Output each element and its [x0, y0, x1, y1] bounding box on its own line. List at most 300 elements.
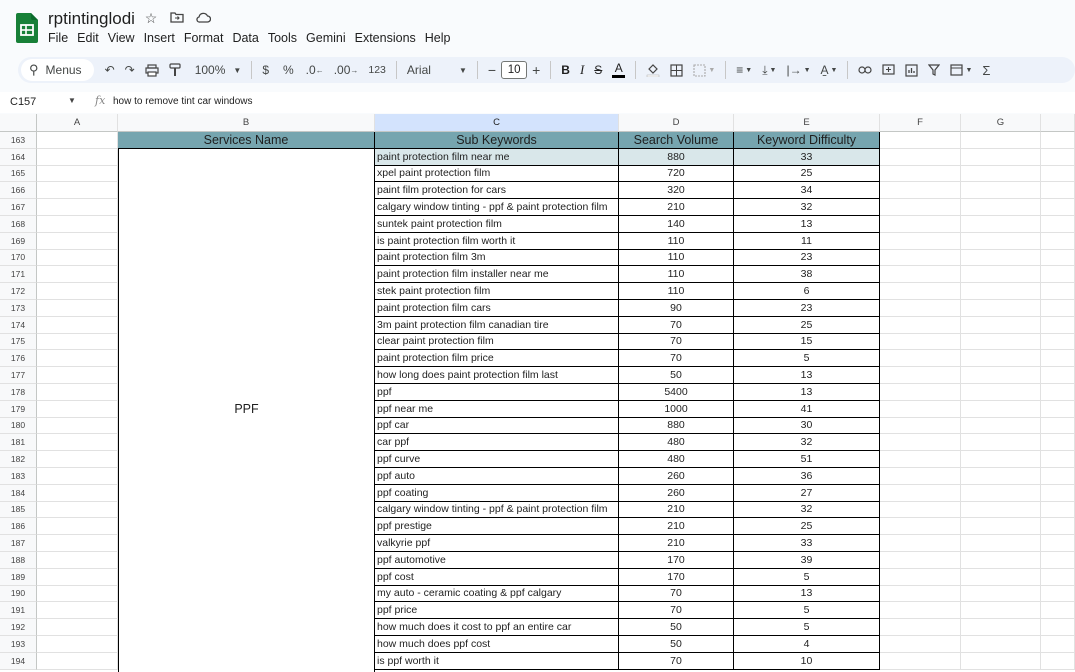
- cell[interactable]: [880, 502, 961, 519]
- cell[interactable]: [880, 283, 961, 300]
- sub-keyword-cell[interactable]: valkyrie ppf: [375, 535, 619, 552]
- cell[interactable]: [37, 602, 118, 619]
- keyword-difficulty-cell[interactable]: 13: [734, 367, 880, 384]
- cell[interactable]: [1041, 434, 1075, 451]
- cell[interactable]: [37, 619, 118, 636]
- cell[interactable]: [961, 502, 1041, 519]
- keyword-difficulty-cell[interactable]: 5: [734, 350, 880, 367]
- cell[interactable]: [1041, 636, 1075, 653]
- cell[interactable]: [961, 132, 1041, 149]
- search-volume-cell[interactable]: 90: [619, 300, 734, 317]
- cell[interactable]: [1041, 468, 1075, 485]
- cell[interactable]: [880, 418, 961, 435]
- search-volume-cell[interactable]: 480: [619, 451, 734, 468]
- cell[interactable]: [1041, 518, 1075, 535]
- cell[interactable]: [1041, 266, 1075, 283]
- percent-format-button[interactable]: %: [283, 63, 294, 77]
- keyword-difficulty-cell[interactable]: 23: [734, 250, 880, 267]
- cell[interactable]: [37, 468, 118, 485]
- cell[interactable]: [961, 317, 1041, 334]
- row-number[interactable]: 182: [0, 451, 37, 468]
- row-number[interactable]: 166: [0, 182, 37, 199]
- cell[interactable]: [37, 367, 118, 384]
- keyword-difficulty-cell[interactable]: 25: [734, 166, 880, 183]
- column-header-c[interactable]: C: [375, 114, 619, 132]
- cell[interactable]: [961, 485, 1041, 502]
- column-header-b[interactable]: B: [118, 114, 375, 132]
- keyword-difficulty-cell[interactable]: 10: [734, 653, 880, 670]
- decrease-font-size-icon[interactable]: −: [487, 62, 497, 78]
- cell[interactable]: [1041, 233, 1075, 250]
- row-number[interactable]: 178: [0, 384, 37, 401]
- search-volume-cell[interactable]: 110: [619, 233, 734, 250]
- cell[interactable]: [880, 266, 961, 283]
- search-volume-cell[interactable]: 210: [619, 518, 734, 535]
- sub-keyword-cell[interactable]: car ppf: [375, 434, 619, 451]
- search-volume-cell[interactable]: 210: [619, 199, 734, 216]
- horizontal-align-icon[interactable]: ≡ ▼: [736, 63, 753, 77]
- cell[interactable]: [1041, 300, 1075, 317]
- search-volume-cell[interactable]: 110: [619, 250, 734, 267]
- merge-cells-icon[interactable]: [688, 59, 720, 81]
- cell[interactable]: [961, 586, 1041, 603]
- search-volume-cell[interactable]: 70: [619, 586, 734, 603]
- search-volume-cell[interactable]: 50: [619, 619, 734, 636]
- cell[interactable]: [961, 283, 1041, 300]
- increase-decimal-button[interactable]: [329, 59, 364, 81]
- row-number[interactable]: 171: [0, 266, 37, 283]
- cell[interactable]: [961, 451, 1041, 468]
- print-icon[interactable]: [140, 59, 164, 81]
- search-volume-cell[interactable]: 170: [619, 569, 734, 586]
- sub-keyword-cell[interactable]: paint film protection for cars: [375, 182, 619, 199]
- keyword-difficulty-cell[interactable]: 41: [734, 401, 880, 418]
- cell[interactable]: [1041, 502, 1075, 519]
- row-number[interactable]: 170: [0, 250, 37, 267]
- cell[interactable]: [880, 518, 961, 535]
- cell[interactable]: [880, 586, 961, 603]
- cell[interactable]: [1041, 216, 1075, 233]
- cell[interactable]: [37, 502, 118, 519]
- cell[interactable]: [961, 300, 1041, 317]
- keyword-difficulty-cell[interactable]: 33: [734, 149, 880, 166]
- cell[interactable]: [1041, 552, 1075, 569]
- cell[interactable]: [880, 317, 961, 334]
- row-number[interactable]: 180: [0, 418, 37, 435]
- sub-keyword-cell[interactable]: paint protection film price: [375, 350, 619, 367]
- cell[interactable]: [1041, 334, 1075, 351]
- sub-keyword-cell[interactable]: how much does it cost to ppf an entire car: [375, 619, 619, 636]
- menu-help[interactable]: Help: [424, 31, 451, 45]
- cell[interactable]: [961, 401, 1041, 418]
- cell[interactable]: [880, 653, 961, 670]
- sub-keyword-cell[interactable]: ppf prestige: [375, 518, 619, 535]
- search-volume-cell[interactable]: 210: [619, 535, 734, 552]
- search-volume-cell[interactable]: 880: [619, 418, 734, 435]
- cell[interactable]: [961, 367, 1041, 384]
- keyword-difficulty-cell[interactable]: 25: [734, 518, 880, 535]
- keyword-difficulty-cell[interactable]: 4: [734, 636, 880, 653]
- search-volume-cell[interactable]: 70: [619, 350, 734, 367]
- cell[interactable]: [961, 182, 1041, 199]
- row-number[interactable]: 176: [0, 350, 37, 367]
- menu-view[interactable]: View: [107, 31, 135, 45]
- paint-format-icon[interactable]: [164, 59, 186, 81]
- cell[interactable]: [961, 384, 1041, 401]
- sub-keyword-cell[interactable]: ppf price: [375, 602, 619, 619]
- keyword-difficulty-cell[interactable]: 5: [734, 602, 880, 619]
- keyword-difficulty-cell[interactable]: 6: [734, 283, 880, 300]
- column-header-e[interactable]: E: [734, 114, 880, 132]
- filter-views-icon[interactable]: [945, 59, 977, 81]
- cell[interactable]: [1041, 384, 1075, 401]
- cell[interactable]: [880, 216, 961, 233]
- row-number[interactable]: 181: [0, 434, 37, 451]
- cell[interactable]: [1041, 451, 1075, 468]
- keyword-difficulty-cell[interactable]: 39: [734, 552, 880, 569]
- cell[interactable]: [1041, 586, 1075, 603]
- sub-keyword-cell[interactable]: calgary window tinting - ppf & paint protection film: [375, 502, 619, 519]
- keyword-difficulty-cell[interactable]: 13: [734, 384, 880, 401]
- cell[interactable]: [961, 602, 1041, 619]
- row-number[interactable]: 194: [0, 653, 37, 670]
- keyword-difficulty-cell[interactable]: 25: [734, 317, 880, 334]
- cell[interactable]: [37, 401, 118, 418]
- cell[interactable]: [37, 434, 118, 451]
- keyword-difficulty-cell[interactable]: 51: [734, 451, 880, 468]
- cell[interactable]: [37, 166, 118, 183]
- search-volume-cell[interactable]: 50: [619, 367, 734, 384]
- cell[interactable]: [961, 535, 1041, 552]
- cell[interactable]: [880, 166, 961, 183]
- text-wrapping-icon[interactable]: |→ ▼: [786, 63, 811, 77]
- cell[interactable]: [880, 199, 961, 216]
- redo-icon[interactable]: ↷: [124, 63, 135, 77]
- cell[interactable]: [961, 653, 1041, 670]
- sheets-logo-icon[interactable]: [16, 13, 38, 43]
- menu-extensions[interactable]: Extensions: [354, 31, 416, 45]
- increase-font-size-icon[interactable]: +: [532, 62, 541, 78]
- cell[interactable]: [37, 586, 118, 603]
- cell[interactable]: [961, 149, 1041, 166]
- italic-button[interactable]: I: [579, 62, 585, 77]
- row-number[interactable]: 164: [0, 149, 37, 166]
- cell[interactable]: [1041, 166, 1075, 183]
- cell[interactable]: [37, 250, 118, 267]
- cell[interactable]: [37, 334, 118, 351]
- cell[interactable]: [961, 216, 1041, 233]
- cell[interactable]: [880, 636, 961, 653]
- row-number[interactable]: 169: [0, 233, 37, 250]
- cell[interactable]: [961, 418, 1041, 435]
- cell[interactable]: [880, 468, 961, 485]
- cell[interactable]: [880, 569, 961, 586]
- row-number[interactable]: 172: [0, 283, 37, 300]
- cell[interactable]: [1041, 367, 1075, 384]
- text-color-button[interactable]: [607, 59, 630, 81]
- functions-button[interactable]: Σ: [982, 62, 991, 78]
- sub-keyword-cell[interactable]: paint protection film near me: [375, 149, 619, 166]
- name-box[interactable]: C157: [10, 96, 37, 108]
- search-volume-cell[interactable]: 70: [619, 317, 734, 334]
- text-rotation-icon[interactable]: A̠ ▼: [820, 63, 838, 77]
- undo-icon[interactable]: ↶: [104, 63, 115, 77]
- sub-keyword-cell[interactable]: ppf car: [375, 418, 619, 435]
- row-number[interactable]: 167: [0, 199, 37, 216]
- sub-keyword-cell[interactable]: clear paint protection film: [375, 334, 619, 351]
- cell[interactable]: [880, 434, 961, 451]
- filter-icon[interactable]: [923, 59, 945, 81]
- row-number[interactable]: 192: [0, 619, 37, 636]
- cell[interactable]: [1041, 569, 1075, 586]
- move-to-folder-icon[interactable]: [169, 10, 185, 27]
- search-volume-cell[interactable]: 70: [619, 602, 734, 619]
- font-size-input[interactable]: 10: [501, 61, 527, 79]
- strikethrough-icon[interactable]: S: [594, 63, 603, 77]
- cell[interactable]: [961, 468, 1041, 485]
- cell[interactable]: [1041, 350, 1075, 367]
- column-header-g[interactable]: G: [961, 114, 1041, 132]
- fill-color-icon[interactable]: [641, 59, 665, 81]
- menu-format[interactable]: Format: [183, 31, 224, 45]
- menu-data[interactable]: Data: [232, 31, 259, 45]
- cell[interactable]: [1041, 619, 1075, 636]
- column-header-d[interactable]: D: [619, 114, 734, 132]
- row-number[interactable]: 163: [0, 132, 37, 149]
- cell[interactable]: [37, 317, 118, 334]
- menu-gemini[interactable]: Gemini: [306, 31, 346, 45]
- row-number[interactable]: 189: [0, 569, 37, 586]
- service-name-merged-cell[interactable]: [118, 149, 375, 672]
- cell[interactable]: [880, 250, 961, 267]
- keyword-difficulty-cell[interactable]: 13: [734, 216, 880, 233]
- row-number[interactable]: 184: [0, 485, 37, 502]
- sub-keyword-cell[interactable]: is paint protection film worth it: [375, 233, 619, 250]
- decrease-decimal-button[interactable]: [301, 59, 329, 81]
- search-volume-cell[interactable]: 70: [619, 653, 734, 670]
- cloud-status-icon[interactable]: [195, 10, 211, 27]
- sub-keyword-cell[interactable]: ppf auto: [375, 468, 619, 485]
- cell[interactable]: [880, 619, 961, 636]
- cell[interactable]: [961, 636, 1041, 653]
- search-volume-cell[interactable]: 140: [619, 216, 734, 233]
- cell[interactable]: [1041, 418, 1075, 435]
- menu-file[interactable]: File: [48, 31, 69, 45]
- zoom-select[interactable]: [190, 59, 247, 81]
- cell[interactable]: [37, 199, 118, 216]
- borders-icon[interactable]: [665, 59, 688, 81]
- sub-keyword-cell[interactable]: xpel paint protection film: [375, 166, 619, 183]
- menus-search-button[interactable]: [21, 59, 94, 81]
- keyword-difficulty-cell[interactable]: 23: [734, 300, 880, 317]
- search-volume-cell[interactable]: 480: [619, 434, 734, 451]
- cell[interactable]: [880, 552, 961, 569]
- sub-keyword-cell[interactable]: my auto - ceramic coating & ppf calgary: [375, 586, 619, 603]
- sub-keyword-cell[interactable]: ppf near me: [375, 401, 619, 418]
- cell[interactable]: [37, 384, 118, 401]
- keyword-difficulty-cell[interactable]: 36: [734, 468, 880, 485]
- select-all-corner[interactable]: [0, 114, 37, 132]
- cell[interactable]: [961, 569, 1041, 586]
- cell[interactable]: [37, 569, 118, 586]
- keyword-difficulty-cell[interactable]: 32: [734, 502, 880, 519]
- cell[interactable]: [37, 266, 118, 283]
- cell[interactable]: [880, 485, 961, 502]
- search-volume-cell[interactable]: 210: [619, 502, 734, 519]
- sub-keyword-cell[interactable]: ppf coating: [375, 485, 619, 502]
- header-search-volume[interactable]: Search Volume: [619, 132, 734, 149]
- search-volume-cell[interactable]: 260: [619, 485, 734, 502]
- cell[interactable]: [880, 300, 961, 317]
- cell[interactable]: [961, 619, 1041, 636]
- cell[interactable]: [37, 552, 118, 569]
- menu-tools[interactable]: Tools: [267, 31, 298, 45]
- header-keyword-difficulty[interactable]: Keyword Difficulty: [734, 132, 880, 149]
- bold-button[interactable]: B: [561, 63, 570, 77]
- row-number[interactable]: 165: [0, 166, 37, 183]
- header-services-name[interactable]: Services Name: [118, 132, 375, 149]
- header-sub-keywords[interactable]: Sub Keywords: [375, 132, 619, 149]
- search-volume-cell[interactable]: 170: [619, 552, 734, 569]
- sub-keyword-cell[interactable]: calgary window tinting - ppf & paint protection film: [375, 199, 619, 216]
- cell[interactable]: [37, 451, 118, 468]
- sub-keyword-cell[interactable]: ppf automotive: [375, 552, 619, 569]
- sub-keyword-cell[interactable]: ppf curve: [375, 451, 619, 468]
- font-select[interactable]: [402, 59, 472, 81]
- sub-keyword-cell[interactable]: paint protection film cars: [375, 300, 619, 317]
- more-formats-button[interactable]: 123: [368, 64, 386, 76]
- cell[interactable]: [961, 350, 1041, 367]
- row-number[interactable]: 188: [0, 552, 37, 569]
- row-number[interactable]: 177: [0, 367, 37, 384]
- sub-keyword-cell[interactable]: paint protection film 3m: [375, 250, 619, 267]
- cell[interactable]: [37, 636, 118, 653]
- search-volume-cell[interactable]: 1000: [619, 401, 734, 418]
- formula-input[interactable]: how to remove tint car windows: [113, 96, 253, 107]
- search-volume-cell[interactable]: 320: [619, 182, 734, 199]
- cell[interactable]: [37, 132, 118, 149]
- cell[interactable]: [961, 233, 1041, 250]
- row-number[interactable]: 186: [0, 518, 37, 535]
- cell[interactable]: [961, 199, 1041, 216]
- cell[interactable]: [37, 149, 118, 166]
- cell[interactable]: [1041, 149, 1075, 166]
- sub-keyword-cell[interactable]: how much does ppf cost: [375, 636, 619, 653]
- search-volume-cell[interactable]: 70: [619, 334, 734, 351]
- cell[interactable]: [1041, 199, 1075, 216]
- sub-keyword-cell[interactable]: paint protection film installer near me: [375, 266, 619, 283]
- keyword-difficulty-cell[interactable]: 33: [734, 535, 880, 552]
- cell[interactable]: [37, 485, 118, 502]
- sub-keyword-cell[interactable]: 3m paint protection film canadian tire: [375, 317, 619, 334]
- cell[interactable]: [37, 216, 118, 233]
- cell[interactable]: [961, 518, 1041, 535]
- search-volume-cell[interactable]: 110: [619, 266, 734, 283]
- cell[interactable]: [37, 283, 118, 300]
- cell[interactable]: [37, 300, 118, 317]
- menu-insert[interactable]: Insert: [143, 31, 175, 45]
- cell[interactable]: [961, 552, 1041, 569]
- search-volume-cell[interactable]: 5400: [619, 384, 734, 401]
- keyword-difficulty-cell[interactable]: 5: [734, 619, 880, 636]
- cell[interactable]: [880, 182, 961, 199]
- row-number[interactable]: 179: [0, 401, 37, 418]
- cell[interactable]: [1041, 401, 1075, 418]
- row-number[interactable]: 183: [0, 468, 37, 485]
- search-volume-cell[interactable]: 50: [619, 636, 734, 653]
- chevron-down-icon[interactable]: ▼: [68, 96, 76, 105]
- vertical-align-icon[interactable]: ⤓ ▼: [762, 62, 777, 77]
- cell[interactable]: [1041, 602, 1075, 619]
- column-header-f[interactable]: F: [880, 114, 961, 132]
- search-volume-cell[interactable]: 720: [619, 166, 734, 183]
- cell[interactable]: [1041, 535, 1075, 552]
- cell[interactable]: [880, 149, 961, 166]
- search-volume-cell[interactable]: 880: [619, 149, 734, 166]
- cell[interactable]: [880, 350, 961, 367]
- menu-edit[interactable]: Edit: [77, 31, 99, 45]
- cell[interactable]: [880, 132, 961, 149]
- keyword-difficulty-cell[interactable]: 15: [734, 334, 880, 351]
- cell[interactable]: [880, 334, 961, 351]
- keyword-difficulty-cell[interactable]: 32: [734, 199, 880, 216]
- cell[interactable]: [37, 653, 118, 670]
- keyword-difficulty-cell[interactable]: 11: [734, 233, 880, 250]
- keyword-difficulty-cell[interactable]: 27: [734, 485, 880, 502]
- cell[interactable]: [880, 384, 961, 401]
- column-header-h[interactable]: [1041, 114, 1075, 132]
- row-number[interactable]: 193: [0, 636, 37, 653]
- row-number[interactable]: 185: [0, 502, 37, 519]
- cell[interactable]: [880, 535, 961, 552]
- currency-format-button[interactable]: $: [262, 63, 269, 77]
- row-number[interactable]: 168: [0, 216, 37, 233]
- star-icon[interactable]: ☆: [144, 10, 158, 26]
- keyword-difficulty-cell[interactable]: 13: [734, 586, 880, 603]
- cell[interactable]: [961, 334, 1041, 351]
- cell[interactable]: [37, 535, 118, 552]
- cell[interactable]: [37, 233, 118, 250]
- row-number[interactable]: 191: [0, 602, 37, 619]
- cell[interactable]: [961, 166, 1041, 183]
- cell[interactable]: [880, 401, 961, 418]
- cell[interactable]: [1041, 485, 1075, 502]
- insert-comment-icon[interactable]: [877, 59, 900, 81]
- row-number[interactable]: 187: [0, 535, 37, 552]
- keyword-difficulty-cell[interactable]: 30: [734, 418, 880, 435]
- cell[interactable]: [961, 266, 1041, 283]
- keyword-difficulty-cell[interactable]: 5: [734, 569, 880, 586]
- sub-keyword-cell[interactable]: is ppf worth it: [375, 653, 619, 670]
- keyword-difficulty-cell[interactable]: 32: [734, 434, 880, 451]
- cell[interactable]: [37, 518, 118, 535]
- cell[interactable]: [1041, 283, 1075, 300]
- row-number[interactable]: 175: [0, 334, 37, 351]
- sub-keyword-cell[interactable]: ppf cost: [375, 569, 619, 586]
- cell[interactable]: [961, 250, 1041, 267]
- insert-link-icon[interactable]: [853, 59, 877, 81]
- cell[interactable]: [880, 233, 961, 250]
- cell[interactable]: [880, 367, 961, 384]
- row-number[interactable]: 174: [0, 317, 37, 334]
- row-number[interactable]: 173: [0, 300, 37, 317]
- sub-keyword-cell[interactable]: ppf: [375, 384, 619, 401]
- insert-chart-icon[interactable]: [900, 59, 923, 81]
- sub-keyword-cell[interactable]: how long does paint protection film last: [375, 367, 619, 384]
- keyword-difficulty-cell[interactable]: 38: [734, 266, 880, 283]
- cell[interactable]: [1041, 132, 1075, 149]
- search-volume-cell[interactable]: 260: [619, 468, 734, 485]
